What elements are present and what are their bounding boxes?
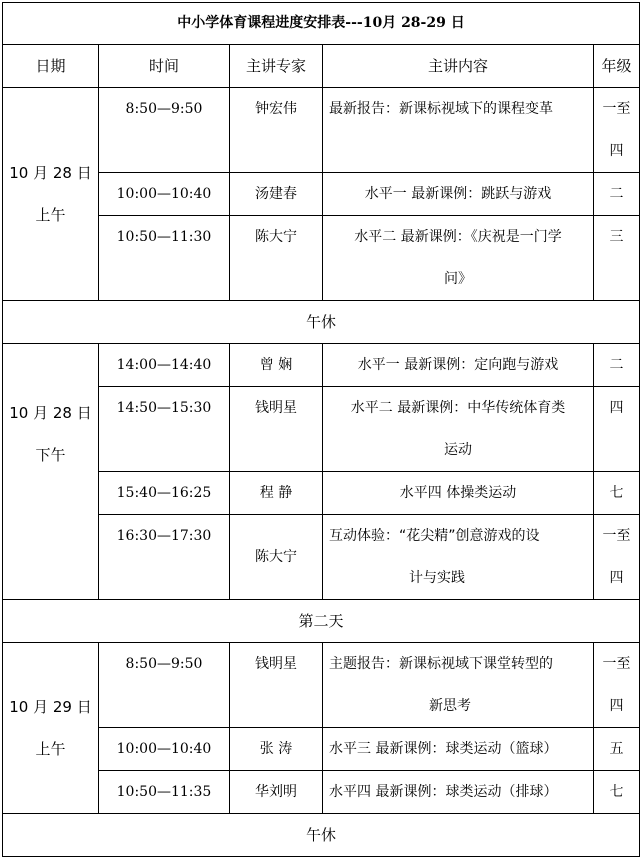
grade-line: 四 — [609, 570, 624, 586]
grade-cell — [594, 216, 640, 301]
topic-line: 问》 — [444, 271, 472, 287]
table-row — [3, 344, 640, 387]
header-date: 日期 — [3, 45, 99, 88]
topic-line: 运动 — [444, 442, 472, 458]
topic-cell — [323, 643, 594, 728]
time-cell: 8:50—9:50 — [99, 88, 230, 173]
topic-line: 水平一 最新课例：定向跑与游戏 — [357, 357, 559, 373]
speaker-cell: 张 涛 — [230, 728, 323, 771]
grade-cell — [594, 643, 640, 728]
time-cell: 16:30—17:30 — [99, 515, 230, 600]
topic-line: 计与实践 — [409, 570, 465, 586]
speaker-cell: 陈大宁 — [230, 515, 323, 600]
grade-line: 二 — [609, 186, 624, 202]
topic-cell — [323, 728, 594, 771]
speaker-cell: 汤建春 — [230, 173, 323, 216]
time-cell: 14:50—15:30 — [99, 387, 230, 472]
period-label: 上午 — [35, 740, 66, 758]
header-speaker: 主讲专家 — [230, 45, 323, 88]
time-cell: 10:00—10:40 — [99, 173, 230, 216]
topic-line: 水平四 体操类运动 — [399, 485, 517, 501]
grade-cell — [594, 771, 640, 814]
table-row — [3, 728, 640, 771]
time-cell: 8:50—9:50 — [99, 643, 230, 728]
header-grade: 年级 — [594, 45, 640, 88]
grade-line: 四 — [609, 143, 624, 159]
date-cell — [3, 88, 99, 301]
speaker-cell: 钟宏伟 — [230, 88, 323, 173]
time-cell: 15:40—16:25 — [99, 472, 230, 515]
time-cell: 14:00—14:40 — [99, 344, 230, 387]
topic-line: 互动体验：“花尖精”创意游戏的设 — [329, 528, 540, 544]
table-row — [3, 771, 640, 814]
grade-cell — [594, 387, 640, 472]
grade-line: 七 — [609, 784, 624, 800]
grade-line: 一至 — [602, 101, 631, 117]
grade-line: 三 — [609, 229, 624, 245]
header-time: 时间 — [99, 45, 230, 88]
topic-line: 水平二 最新课例：《庆祝是一门学 — [354, 229, 562, 245]
schedule-table — [2, 2, 640, 857]
speaker-cell: 程 静 — [230, 472, 323, 515]
grade-line: 五 — [609, 741, 624, 757]
grade-line: 一至 — [602, 528, 631, 544]
grade-line: 一至 — [602, 656, 631, 672]
topic-line: 主题报告：新课标视域下课堂转型的 — [329, 656, 553, 672]
topic-cell — [323, 344, 594, 387]
time-cell: 10:50—11:30 — [99, 216, 230, 301]
time-cell: 10:00—10:40 — [99, 728, 230, 771]
grade-cell — [594, 344, 640, 387]
header-row — [3, 45, 640, 88]
grade-cell — [594, 88, 640, 173]
topic-line: 水平三 最新课例：球类运动（篮球） — [329, 741, 558, 757]
date-label: 10 月 29 日 — [9, 698, 92, 716]
topic-cell — [323, 173, 594, 216]
grade-cell — [594, 515, 640, 600]
topic-cell — [323, 216, 594, 301]
time-cell: 10:50—11:35 — [99, 771, 230, 814]
topic-cell — [323, 472, 594, 515]
grade-line: 二 — [609, 357, 624, 373]
date-cell — [3, 344, 99, 600]
topic-line: 水平二 最新课例：中华传统体育类 — [350, 400, 566, 416]
speaker-cell: 曾 娴 — [230, 344, 323, 387]
table-row — [3, 387, 640, 472]
period-label: 上午 — [35, 206, 66, 224]
table-row — [3, 216, 640, 301]
speaker-cell: 钱明星 — [230, 643, 323, 728]
table-title: 中小学体育课程进度安排表---10月 28-29 日 — [3, 3, 640, 45]
grade-cell — [594, 472, 640, 515]
topic-cell — [323, 515, 594, 600]
table-row — [3, 173, 640, 216]
topic-cell — [323, 387, 594, 472]
break-row: 午休 — [3, 301, 640, 344]
date-label: 10 月 28 日 — [9, 404, 92, 422]
topic-line: 最新报告：新课标视域下的课程变革 — [329, 101, 553, 117]
topic-cell — [323, 771, 594, 814]
grade-line: 四 — [609, 698, 624, 714]
speaker-cell: 华刘明 — [230, 771, 323, 814]
date-label: 10 月 28 日 — [9, 164, 92, 182]
topic-line: 水平一 最新课例：跳跃与游戏 — [364, 186, 552, 202]
grade-line: 七 — [609, 485, 624, 501]
table-row — [3, 643, 640, 728]
topic-line: 新思考 — [429, 698, 471, 714]
speaker-cell: 陈大宁 — [230, 216, 323, 301]
grade-cell — [594, 728, 640, 771]
grade-line: 四 — [609, 400, 624, 416]
topic-cell — [323, 88, 594, 173]
header-topic: 主讲内容 — [323, 45, 594, 88]
topic-line: 水平四 最新课例：球类运动（排球） — [329, 784, 558, 800]
date-cell — [3, 643, 99, 814]
period-label: 下午 — [35, 446, 66, 464]
grade-cell — [594, 173, 640, 216]
table-row — [3, 515, 640, 600]
speaker-cell: 钱明星 — [230, 387, 323, 472]
day-divider: 第二天 — [3, 600, 640, 643]
break-row: 午休 — [3, 814, 640, 857]
table-row — [3, 472, 640, 515]
table-row — [3, 88, 640, 173]
